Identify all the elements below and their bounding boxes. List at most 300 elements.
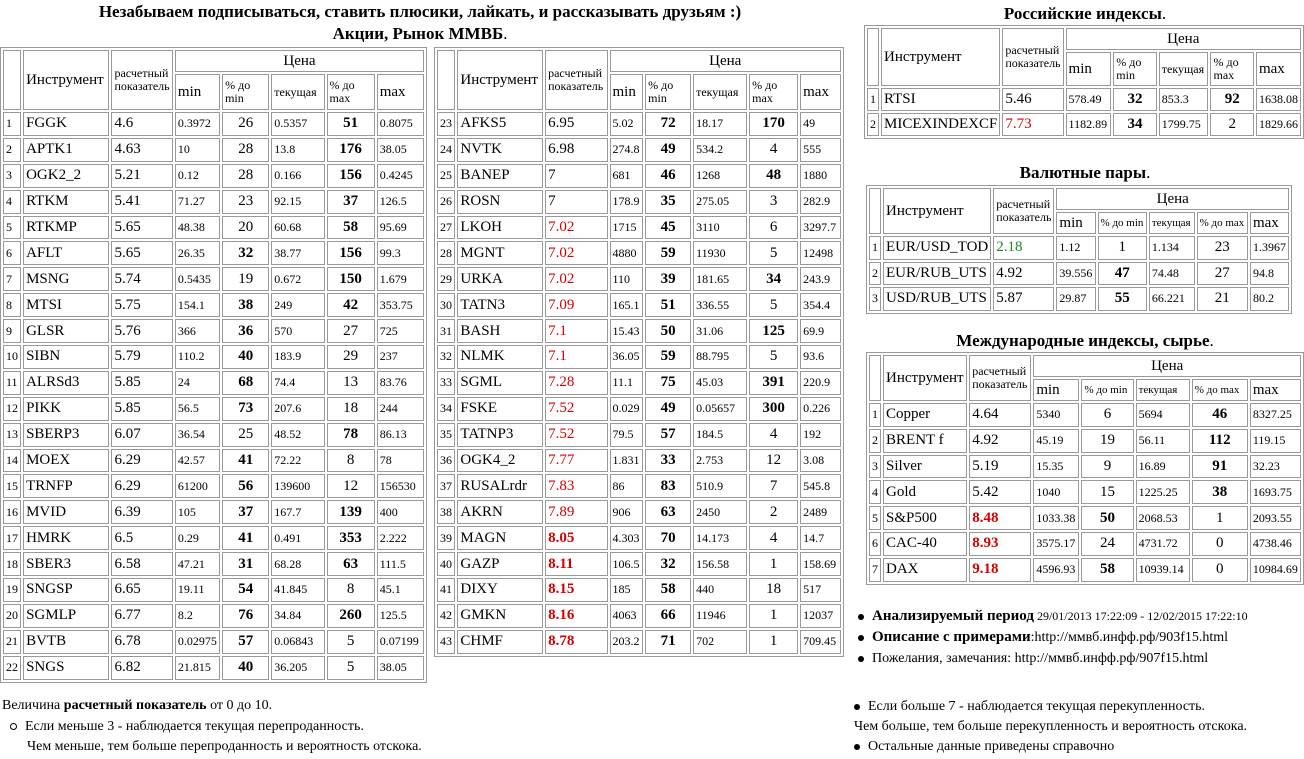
pct-to-max: 0 bbox=[1192, 532, 1248, 556]
price-max: 353.75 bbox=[377, 293, 424, 317]
indicator-value: 6.78 bbox=[111, 630, 172, 654]
pct-to-min: 28 bbox=[222, 164, 269, 188]
indicator-value: 5.21 bbox=[111, 164, 172, 188]
price-max: 99.3 bbox=[377, 241, 424, 265]
table-row bbox=[3, 526, 424, 550]
header-pct-max: % до max bbox=[327, 74, 375, 110]
pct-to-min: 59 bbox=[645, 241, 691, 265]
price-current: 702 bbox=[693, 630, 747, 654]
row-index: 11 bbox=[3, 371, 21, 395]
bullet-icon bbox=[854, 744, 860, 750]
instrument-name: Copper bbox=[883, 403, 967, 427]
row-index: 35 bbox=[437, 423, 455, 447]
pct-to-max: 170 bbox=[749, 112, 798, 136]
header-pct-min: % до min bbox=[645, 74, 691, 110]
price-max: 192 bbox=[800, 423, 841, 447]
instrument-name: AKRN bbox=[457, 500, 543, 524]
indicator-value: 8.48 bbox=[969, 506, 1031, 530]
indicator-value: 5.85 bbox=[111, 371, 172, 395]
instrument-name: SBERP3 bbox=[23, 423, 109, 447]
instrument-name: PIKK bbox=[23, 397, 109, 421]
table-row bbox=[869, 506, 1301, 530]
pct-to-max: 4 bbox=[749, 138, 798, 162]
price-current: 66.221 bbox=[1149, 287, 1195, 311]
legend-reference: Остальные данные приведены справочно bbox=[854, 739, 1114, 755]
pct-to-max: 139 bbox=[327, 500, 375, 524]
price-max: 1693.75 bbox=[1250, 480, 1301, 504]
price-min: 15.35 bbox=[1033, 455, 1079, 479]
price-min: 110.2 bbox=[175, 345, 220, 369]
instrument-name: SGML bbox=[457, 371, 543, 395]
pct-to-max: 27 bbox=[327, 319, 375, 343]
price-current: 68.28 bbox=[271, 552, 324, 576]
row-index: 38 bbox=[437, 500, 455, 524]
legend-oversold: Если меньше 3 - наблюдается текущая перепроданность. bbox=[10, 719, 364, 735]
row-index: 5 bbox=[3, 216, 21, 240]
instrument-name: BASH bbox=[457, 319, 543, 343]
pct-to-min: 49 bbox=[645, 138, 691, 162]
price-current: 0.166 bbox=[271, 164, 324, 188]
instrument-name: RTSI bbox=[881, 88, 1000, 111]
row-index: 1 bbox=[869, 236, 881, 260]
header-instrument: Инструмент bbox=[881, 28, 1000, 86]
instrument-name: BANEP bbox=[457, 164, 543, 188]
indicator-value: 6.58 bbox=[111, 552, 172, 576]
pct-to-min: 33 bbox=[645, 449, 691, 473]
indicator-value: 8.15 bbox=[545, 578, 607, 602]
instrument-name: AFKS5 bbox=[457, 112, 543, 136]
pct-to-min: 83 bbox=[645, 474, 691, 498]
price-current: 570 bbox=[271, 319, 324, 343]
row-index: 2 bbox=[867, 113, 879, 136]
table-row bbox=[3, 604, 424, 628]
table-row bbox=[869, 480, 1301, 504]
row-index: 2 bbox=[3, 138, 21, 162]
row-index: 8 bbox=[3, 293, 21, 317]
pct-to-min: 40 bbox=[222, 656, 269, 680]
header-min: min bbox=[1056, 212, 1095, 234]
price-max: 2093.55 bbox=[1250, 506, 1301, 530]
row-index: 1 bbox=[3, 112, 21, 136]
instrument-name: MVID bbox=[23, 500, 109, 524]
price-current: 36.205 bbox=[271, 656, 324, 680]
header-pct-max: % до max bbox=[1192, 379, 1248, 401]
legend-oversold-detail: Чем меньше, тем больше перепроданность и вероятность отскока. bbox=[27, 739, 422, 754]
pct-to-min: 41 bbox=[222, 449, 269, 473]
price-max: 3.08 bbox=[800, 449, 841, 473]
instrument-name: SIBN bbox=[23, 345, 109, 369]
indicator-value: 7.02 bbox=[545, 241, 607, 265]
header-min: min bbox=[610, 74, 644, 110]
instrument-name: NLMK bbox=[457, 345, 543, 369]
pct-to-max: 4 bbox=[749, 423, 798, 447]
price-current: 156.58 bbox=[693, 552, 747, 576]
price-max: 725 bbox=[377, 319, 424, 343]
row-index: 4 bbox=[3, 190, 21, 214]
price-min: 5.02 bbox=[610, 112, 644, 136]
instrument-name: Silver bbox=[883, 455, 967, 479]
header-instrument: Инструмент bbox=[883, 355, 967, 401]
price-min: 24 bbox=[175, 371, 220, 395]
bullet-icon bbox=[858, 656, 864, 662]
row-index: 37 bbox=[437, 474, 455, 498]
pct-to-min: 70 bbox=[645, 526, 691, 550]
header-pct-min: % до min bbox=[222, 74, 269, 110]
table-row bbox=[869, 455, 1301, 479]
table-row bbox=[3, 578, 424, 602]
indicator-value: 6.39 bbox=[111, 500, 172, 524]
price-max: 237 bbox=[377, 345, 424, 369]
legend-overbought: Если больше 7 - наблюдается текущая перекупленность. bbox=[854, 699, 1205, 715]
row-index: 36 bbox=[437, 449, 455, 473]
row-index: 39 bbox=[437, 526, 455, 550]
row-index: 3 bbox=[869, 287, 881, 311]
row-index: 41 bbox=[437, 578, 455, 602]
indicator-value: 8.93 bbox=[969, 532, 1031, 556]
pct-to-max: 12 bbox=[749, 449, 798, 473]
table-row bbox=[437, 526, 841, 550]
pct-to-min: 37 bbox=[222, 500, 269, 524]
table-row bbox=[869, 403, 1301, 427]
header-pct-min: % до min bbox=[1113, 52, 1156, 86]
pct-to-max: 156 bbox=[327, 164, 375, 188]
row-index: 28 bbox=[437, 241, 455, 265]
bullet-icon bbox=[854, 704, 860, 710]
table-row bbox=[3, 164, 424, 188]
price-min: 165.1 bbox=[610, 293, 644, 317]
price-current: 72.22 bbox=[271, 449, 324, 473]
table-row bbox=[437, 190, 841, 214]
pct-to-max: 34 bbox=[749, 267, 798, 291]
price-current: 207.6 bbox=[271, 397, 324, 421]
instrument-name: SNGS bbox=[23, 656, 109, 680]
header-instrument: Инструмент bbox=[457, 50, 543, 110]
pct-to-max: 1 bbox=[749, 630, 798, 654]
instrument-name: MAGN bbox=[457, 526, 543, 550]
price-max: 0.07199 bbox=[377, 630, 424, 654]
row-index: 6 bbox=[3, 241, 21, 265]
price-max: 111.5 bbox=[377, 552, 424, 576]
indicator-value: 7.02 bbox=[545, 216, 607, 240]
price-current: 249 bbox=[271, 293, 324, 317]
table-row bbox=[437, 216, 841, 240]
price-current: 56.11 bbox=[1136, 429, 1190, 453]
pct-to-max: 21 bbox=[1197, 287, 1248, 311]
table-row bbox=[3, 241, 424, 265]
price-current: 0.05657 bbox=[693, 397, 747, 421]
circle-bullet-icon bbox=[10, 723, 17, 730]
indicator-value: 4.63 bbox=[111, 138, 172, 162]
pct-to-max: 5 bbox=[749, 345, 798, 369]
row-index: 9 bbox=[3, 319, 21, 343]
price-max: 1829.66 bbox=[1256, 113, 1301, 136]
price-max: 45.1 bbox=[377, 578, 424, 602]
instrument-name: EUR/USD_TOD bbox=[883, 236, 991, 260]
fx-table bbox=[866, 185, 1292, 314]
indicator-value: 4.92 bbox=[993, 262, 1054, 286]
pct-to-min: 26 bbox=[222, 112, 269, 136]
price-max: 158.69 bbox=[800, 552, 841, 576]
price-current: 74.4 bbox=[271, 371, 324, 395]
pct-to-max: 260 bbox=[327, 604, 375, 628]
header-max: max bbox=[377, 74, 424, 110]
header-indicator: расчетный показатель bbox=[993, 188, 1054, 234]
price-current: 11930 bbox=[693, 241, 747, 265]
table-row bbox=[3, 112, 424, 136]
info-examples[interactable]: Описание с примерами:http://ммвб.инфф.рф/903f15.html bbox=[858, 627, 1304, 648]
price-max: 282.9 bbox=[800, 190, 841, 214]
price-current: 1.134 bbox=[1149, 236, 1195, 260]
price-max: 80.2 bbox=[1250, 287, 1289, 311]
pct-to-max: 58 bbox=[327, 216, 375, 240]
price-max: 1638.08 bbox=[1256, 88, 1301, 111]
price-max: 517 bbox=[800, 578, 841, 602]
price-min: 42.57 bbox=[175, 449, 220, 473]
indicator-value: 4.92 bbox=[969, 429, 1031, 453]
table-row bbox=[437, 345, 841, 369]
indicator-value: 7.1 bbox=[545, 319, 607, 343]
indicator-value: 5.75 bbox=[111, 293, 172, 317]
price-min: 0.02975 bbox=[175, 630, 220, 654]
table-row bbox=[869, 558, 1301, 582]
indicator-value: 7.1 bbox=[545, 345, 607, 369]
row-index: 21 bbox=[3, 630, 21, 654]
price-max: 3297.7 bbox=[800, 216, 841, 240]
row-index: 4 bbox=[869, 480, 881, 504]
price-current: 13.8 bbox=[271, 138, 324, 162]
row-index: 19 bbox=[3, 578, 21, 602]
price-max: 0.226 bbox=[800, 397, 841, 421]
pct-to-max: 176 bbox=[327, 138, 375, 162]
info-feedback[interactable]: Пожелания, замечания: http://ммвб.инфф.рф/907f15.html bbox=[858, 648, 1304, 669]
price-max: 93.6 bbox=[800, 345, 841, 369]
pct-to-min: 6 bbox=[1081, 403, 1133, 427]
table-row bbox=[3, 267, 424, 291]
pct-to-min: 58 bbox=[645, 578, 691, 602]
stocks-table-right bbox=[434, 47, 844, 657]
price-max: 10984.69 bbox=[1250, 558, 1301, 582]
instrument-name: SBER3 bbox=[23, 552, 109, 576]
price-current: 510.9 bbox=[693, 474, 747, 498]
row-index: 7 bbox=[869, 558, 881, 582]
price-current: 1225.25 bbox=[1136, 480, 1190, 504]
pct-to-min: 36 bbox=[222, 319, 269, 343]
header-min: min bbox=[1033, 379, 1079, 401]
pct-to-min: 56 bbox=[222, 474, 269, 498]
instrument-name: HMRK bbox=[23, 526, 109, 550]
instrument-name: URKA bbox=[457, 267, 543, 291]
price-max: 4738.46 bbox=[1250, 532, 1301, 556]
table-row bbox=[437, 241, 841, 265]
indicator-value: 7 bbox=[545, 190, 607, 214]
pct-to-max: 353 bbox=[327, 526, 375, 550]
price-min: 4.303 bbox=[610, 526, 644, 550]
table-row bbox=[3, 500, 424, 524]
pct-to-max: 5 bbox=[327, 630, 375, 654]
price-current: 92.15 bbox=[271, 190, 324, 214]
pct-to-min: 28 bbox=[222, 138, 269, 162]
price-max: 243.9 bbox=[800, 267, 841, 291]
row-index: 16 bbox=[3, 500, 21, 524]
pct-to-min: 23 bbox=[222, 190, 269, 214]
price-max: 12037 bbox=[800, 604, 841, 628]
price-min: 154.1 bbox=[175, 293, 220, 317]
price-min: 1.12 bbox=[1056, 236, 1095, 260]
instrument-name: MGNT bbox=[457, 241, 543, 265]
table-row bbox=[437, 630, 841, 654]
price-min: 56.5 bbox=[175, 397, 220, 421]
header-max: max bbox=[800, 74, 841, 110]
pct-to-min: 72 bbox=[645, 112, 691, 136]
legend-scale: Величина расчетный показатель от 0 до 10. bbox=[2, 698, 273, 713]
header-current: текущая bbox=[271, 74, 324, 110]
price-current: 181.65 bbox=[693, 267, 747, 291]
table-row bbox=[437, 604, 841, 628]
pct-to-min: 75 bbox=[645, 371, 691, 395]
table-row bbox=[867, 113, 1301, 136]
instrument-name: NVTK bbox=[457, 138, 543, 162]
header-index bbox=[869, 355, 881, 401]
pct-to-max: 48 bbox=[749, 164, 798, 188]
pct-to-max: 300 bbox=[749, 397, 798, 421]
table-row bbox=[437, 293, 841, 317]
price-min: 178.9 bbox=[610, 190, 644, 214]
row-index: 26 bbox=[437, 190, 455, 214]
indicator-value: 5.74 bbox=[111, 267, 172, 291]
pct-to-max: 18 bbox=[749, 578, 798, 602]
pct-to-max: 37 bbox=[327, 190, 375, 214]
row-index: 40 bbox=[437, 552, 455, 576]
pct-to-min: 19 bbox=[1081, 429, 1133, 453]
indicator-value: 6.98 bbox=[545, 138, 607, 162]
pct-to-max: 1 bbox=[749, 604, 798, 628]
price-current: 10939.14 bbox=[1136, 558, 1190, 582]
table-row bbox=[437, 138, 841, 162]
indicator-value: 5.46 bbox=[1002, 88, 1063, 111]
price-max: 125.5 bbox=[377, 604, 424, 628]
price-min: 105 bbox=[175, 500, 220, 524]
pct-to-max: 5 bbox=[749, 293, 798, 317]
instrument-name: MTSI bbox=[23, 293, 109, 317]
instrument-name: ALRSd3 bbox=[23, 371, 109, 395]
price-max: 2489 bbox=[800, 500, 841, 524]
instrument-name: EUR/RUB_UTS bbox=[883, 262, 991, 286]
price-current: 0.672 bbox=[271, 267, 324, 291]
price-min: 0.029 bbox=[610, 397, 644, 421]
pct-to-min: 34 bbox=[1113, 113, 1156, 136]
instrument-name: RTKM bbox=[23, 190, 109, 214]
row-index: 1 bbox=[869, 403, 881, 427]
table-row bbox=[3, 371, 424, 395]
price-current: 11946 bbox=[693, 604, 747, 628]
price-current: 18.17 bbox=[693, 112, 747, 136]
header-pct-min: % до min bbox=[1098, 212, 1147, 234]
price-max: 126.5 bbox=[377, 190, 424, 214]
pct-to-min: 39 bbox=[645, 267, 691, 291]
bullet-icon bbox=[858, 614, 864, 620]
row-index: 42 bbox=[437, 604, 455, 628]
info-period: Анализируемый период 29/01/2013 17:22:09 - 12/02/2015 17:22:10 bbox=[858, 606, 1304, 627]
price-max: 1.679 bbox=[377, 267, 424, 291]
price-min: 185 bbox=[610, 578, 644, 602]
table-row bbox=[3, 293, 424, 317]
pct-to-min: 35 bbox=[645, 190, 691, 214]
price-min: 1040 bbox=[1033, 480, 1079, 504]
price-max: 14.7 bbox=[800, 526, 841, 550]
price-min: 0.29 bbox=[175, 526, 220, 550]
price-current: 184.5 bbox=[693, 423, 747, 447]
indicator-value: 5.65 bbox=[111, 241, 172, 265]
price-max: 38.05 bbox=[377, 138, 424, 162]
pct-to-max: 46 bbox=[1192, 403, 1248, 427]
table-row bbox=[437, 500, 841, 524]
table-row bbox=[437, 474, 841, 498]
pct-to-max: 391 bbox=[749, 371, 798, 395]
indicator-value: 5.85 bbox=[111, 397, 172, 421]
table-row bbox=[869, 287, 1289, 311]
table-row bbox=[3, 656, 424, 680]
price-max: 86.13 bbox=[377, 423, 424, 447]
instrument-name: APTK1 bbox=[23, 138, 109, 162]
pct-to-max: 92 bbox=[1210, 88, 1253, 111]
row-index: 32 bbox=[437, 345, 455, 369]
pct-to-min: 57 bbox=[222, 630, 269, 654]
table-row bbox=[437, 371, 841, 395]
header-current: текущая bbox=[693, 74, 747, 110]
price-current: 34.84 bbox=[271, 604, 324, 628]
price-current: 336.55 bbox=[693, 293, 747, 317]
price-min: 110 bbox=[610, 267, 644, 291]
pct-to-max: 7 bbox=[749, 474, 798, 498]
pct-to-max: 125 bbox=[749, 319, 798, 343]
price-max: 32.23 bbox=[1250, 455, 1301, 479]
price-current: 16.89 bbox=[1136, 455, 1190, 479]
indicator-value: 5.65 bbox=[111, 216, 172, 240]
row-index: 2 bbox=[869, 429, 881, 453]
instrument-name: OGK4_2 bbox=[457, 449, 543, 473]
table-row bbox=[3, 630, 424, 654]
header-pct-min: % до min bbox=[1081, 379, 1133, 401]
header-index bbox=[867, 28, 879, 86]
price-min: 1715 bbox=[610, 216, 644, 240]
stocks-table-left bbox=[0, 47, 427, 683]
indicator-value: 9.18 bbox=[969, 558, 1031, 582]
instrument-name: MICEXINDEXCF bbox=[881, 113, 1000, 136]
pct-to-max: 63 bbox=[327, 552, 375, 576]
instrument-name: Gold bbox=[883, 480, 967, 504]
table-row bbox=[3, 345, 424, 369]
price-min: 4596.93 bbox=[1033, 558, 1079, 582]
pct-to-min: 55 bbox=[1098, 287, 1147, 311]
header-price: Цена bbox=[610, 50, 842, 72]
instrument-name: S&P500 bbox=[883, 506, 967, 530]
row-index: 7 bbox=[3, 267, 21, 291]
price-min: 29.87 bbox=[1056, 287, 1095, 311]
indicator-value: 5.41 bbox=[111, 190, 172, 214]
price-current: 2068.53 bbox=[1136, 506, 1190, 530]
price-current: 88.795 bbox=[693, 345, 747, 369]
indicator-value: 6.29 bbox=[111, 449, 172, 473]
ru-indices-title: Российские индексы. bbox=[1003, 4, 1167, 23]
instrument-name: OGK2_2 bbox=[23, 164, 109, 188]
price-max: 709.45 bbox=[800, 630, 841, 654]
pct-to-min: 1 bbox=[1098, 236, 1147, 260]
pct-to-max: 112 bbox=[1192, 429, 1248, 453]
price-min: 26.35 bbox=[175, 241, 220, 265]
header-pct-max: % до max bbox=[749, 74, 798, 110]
price-max: 354.4 bbox=[800, 293, 841, 317]
price-current: 14.173 bbox=[693, 526, 747, 550]
